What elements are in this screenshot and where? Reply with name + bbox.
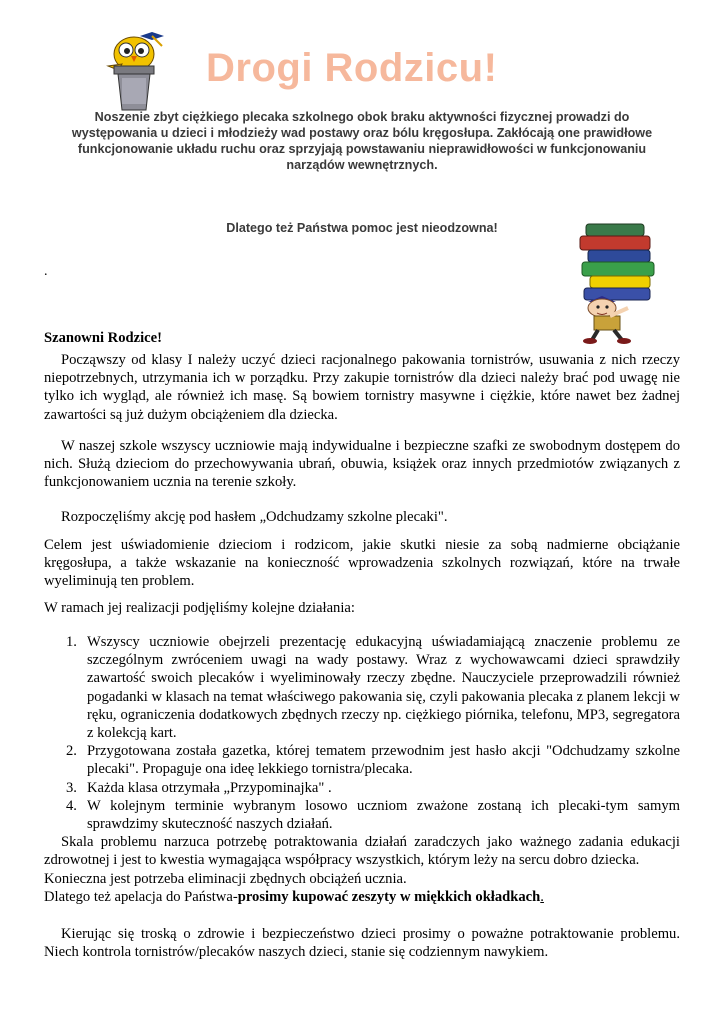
paragraph-lockers: W naszej szkole wszyscy uczniowie mają indywidualne i bezpieczne szafki ze swobodnym dostępem do nich. Służą dzieciom do przechowywania ubrań, obuwia, książek oraz innych przedmiotów związanych z funkcjonowaniem ucznia na terenie szkoły.: [44, 438, 680, 491]
paragraph-final: Kierując się troską o zdrowie i bezpieczeństwo dzieci prosimy o poważne potraktowanie problemu. Niech kontrola tornistrów/plecaków naszych dzieci, stanie się codziennym nawykiem.: [44, 926, 680, 961]
appeal-heading: Dlatego też Państwa pomoc jest nieodzowna!: [226, 221, 498, 235]
actions-list: [44, 633, 680, 833]
owl-lectern-icon: [100, 26, 168, 112]
list-item: [44, 797, 680, 833]
list-item-text: Każda klasa otrzymała „Przypominajka" .: [87, 779, 332, 796]
list-item-number: 2.: [66, 743, 77, 760]
list-item-number: 4.: [66, 797, 77, 814]
paragraph-appeal: [44, 888, 680, 906]
list-item-text: W kolejnym terminie wybranym losowo uczniom zważone zostaną ich plecaki-tym samym sprawdzimy skuteczność naszych działań.: [87, 797, 680, 833]
appeal-emphasis: prosimy kupować zeszyty w miękkich okładkach: [237, 889, 541, 905]
appeal-prefix: Dlatego też apelacja do Państwa-: [44, 889, 238, 905]
appeal-suffix: .: [540, 889, 544, 905]
list-item: [44, 779, 680, 797]
list-item: [44, 742, 680, 778]
list-item-number: 3.: [66, 779, 77, 796]
paragraph-campaign: Rozpoczęliśmy akcję pod hasłem „Odchudzamy szkolne plecaki".: [61, 509, 448, 525]
paragraph-elimination: Konieczna jest potrzeba eliminacji zbędnych obciążeń ucznia.: [44, 871, 407, 887]
paragraph-goal: Celem jest uświadomienie dzieciom i rodzicom, jakie skutki niesie za sobą nadmierne obciążanie kręgosłupa, a także wskazanie na konieczność wprowadzenia szkolnych rozwiązań, które na trwałe wyeliminują ten problem.: [44, 537, 680, 590]
list-item-number: 1.: [66, 634, 77, 650]
page-title: Drogi Rodzicu!: [206, 46, 498, 90]
paragraph-schoolbags: Począwszy od klasy I należy uczyć dzieci racjonalnego pakowania tornistrów, usuwania z nich rzeczy niepotrzebnych, utrzymania ich w porządku. Przy zakupie tornistrów dla dzieci należy brać pod uwagę nie tylko ich wygląd, ale również ich masę. Są bowiem tornistry masywne i ciężkie, które nawet bez żadnej zawartości są już dużym obciążeniem dla dziecka.: [44, 352, 680, 423]
list-item-text: Przygotowana została gazetka, której tematem przewodnim jest hasło akcji "Odchudzamy szkolne plecaki". Propaguje ona ideę lekkiego tornistra/plecaka.: [87, 743, 680, 778]
intro-text: Noszenie zbyt ciężkiego plecaka szkolnego obok braku aktywności fizycznej prowadzi do występowania u dzieci i młodzieży wad postawy oraz bólu kręgosłupa. Zakłócają one prawidłowe funkcjonowanie układu ruchu oraz sprzyjają powstawaniu nieprawidłowości w funkcjonowaniu narządów wewnętrznych.: [71, 110, 653, 172]
paragraph-actions-intro: W ramach jej realizacji podjęliśmy kolejne działania:: [44, 600, 355, 616]
books-carrier-icon: [580, 220, 666, 344]
stray-mark: .: [44, 264, 48, 279]
list-item: [44, 633, 680, 742]
salutation: Szanowni Rodzice!: [44, 330, 162, 346]
list-item-text: Wszyscy uczniowie obejrzeli prezentację edukacyjną uświadamiającą znaczenie problemu ze szczególnym zwróceniem uwagi na wady postawy. Wraz z wychowawcami dzieci sprawdziły zawartość swoich plecaków i wyeliminowały rzeczy zbędne. Nauczyciele przeprowadzili również pogadanki w klasach na temat właściwego pakowania się, czyli pakowania plecaka z planem lekcji w ręku, ograniczenia dodatkowych zbędnych rzeczy np. ciężkiego piórnika, telefonu, MP3, segregatora z kolekcją kart.: [87, 634, 680, 742]
paragraph-problem-scale: Skala problemu narzuca potrzebę potraktowania działań zaradczych jako ważnego zadania edukacji zdrowotnej i jest to kwestia wymagająca współpracy wszystkich, którym leży na sercu dobro dziecka.: [44, 834, 680, 869]
